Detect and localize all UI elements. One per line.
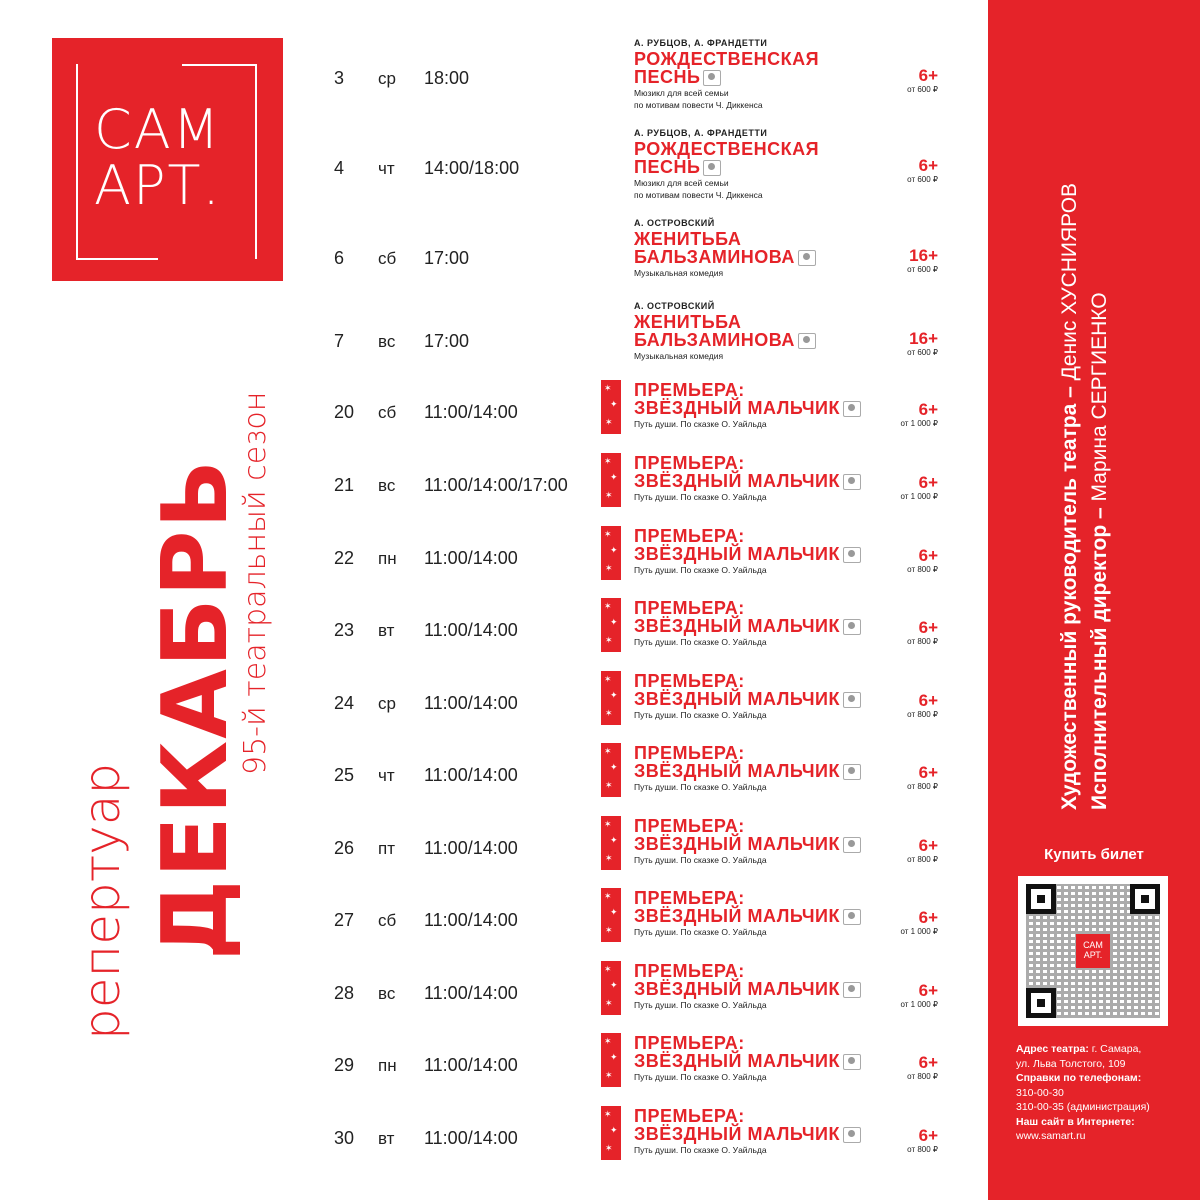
premiere-badge-icon: ✶ ✦ ✶ [601, 1106, 621, 1160]
event-title-line1: ПРЕМЬЕРА: [634, 1033, 745, 1053]
event-age-price [890, 330, 938, 357]
site-label: Наш сайт в Интернете: [1016, 1115, 1135, 1128]
event-subtitle-line1: Путь души. По сказке О. Уайльда [634, 1072, 767, 1083]
price: от 800 ₽ [907, 710, 938, 719]
price: от 800 ₽ [907, 1145, 938, 1154]
event-day: 27 [334, 910, 355, 930]
event-title-line2: БАЛЬЗАМИНОВА [634, 331, 884, 349]
address-label: Адрес театра: [1016, 1043, 1089, 1055]
event-time: 11:00/14:00 [424, 910, 518, 930]
event-day: 4 [334, 158, 345, 178]
event-day: 24 [334, 693, 355, 713]
event-time: 17:00 [424, 331, 470, 351]
event-title-line1: ПРЕМЬЕРА: [634, 380, 745, 400]
art-director-line [1058, 183, 1082, 810]
event-time: 11:00/14:00 [424, 983, 518, 1003]
event-subtitle-line1: Путь души. По сказке О. Уайльда [634, 1000, 767, 1011]
event-age-price [890, 474, 938, 501]
premiere-badge-icon: ✶ ✦ ✶ [601, 598, 621, 652]
event-weekday: сб [378, 911, 397, 930]
event-title-line2: ПЕСНЬ [634, 68, 884, 86]
age-rating: 6+ [918, 156, 938, 175]
age-rating: 6+ [918, 1053, 938, 1072]
event-author: А. РУБЦОВ, А. ФРАНДЕТТИ [634, 128, 768, 138]
event-day: 26 [334, 838, 355, 858]
price: от 600 ₽ [907, 265, 938, 274]
event-time: 11:00/14:00/17:00 [424, 475, 568, 495]
event-title-line1: ЖЕНИТЬБА [634, 312, 742, 332]
event-age-price [890, 547, 938, 574]
art-director-label: Художественный руководитель театра – [1058, 386, 1081, 810]
event-day: 29 [334, 1055, 355, 1075]
premiere-badge-icon: ✶ ✦ ✶ [601, 671, 621, 725]
event-subtitle-line1: Путь души. По сказке О. Уайльда [634, 565, 767, 576]
event-age-price [890, 401, 938, 428]
buy-ticket-label: Купить билет [1044, 846, 1144, 863]
event-subtitle-line1: Путь души. По сказке О. Уайльда [634, 492, 767, 503]
event-weekday: чт [378, 766, 395, 785]
event-age-price [890, 692, 938, 719]
age-rating: 6+ [918, 908, 938, 927]
event-day: 20 [334, 402, 355, 422]
event-age-price [890, 157, 938, 184]
event-time: 11:00/14:00 [424, 402, 518, 422]
event-weekday: сб [378, 249, 397, 268]
pushkin-card-icon [703, 160, 721, 176]
contacts [1016, 1042, 1186, 1144]
event-day: 25 [334, 765, 355, 785]
pushkin-card-icon [843, 474, 861, 490]
pushkin-card-icon [843, 982, 861, 998]
price: от 1 000 ₽ [900, 419, 938, 428]
event-time: 14:00/18:00 [424, 158, 520, 178]
event-title-line1: РОЖДЕСТВЕНСКАЯ [634, 139, 820, 159]
event-info[interactable] [634, 817, 884, 865]
theatre-logo [52, 38, 283, 281]
pushkin-card-icon [798, 250, 816, 266]
event-title-line2: ЗВЁЗДНЫЙ МАЛЬЧИК [634, 1052, 884, 1070]
event-weekday: пн [378, 549, 397, 568]
event-info[interactable] [634, 128, 884, 200]
event-time: 18:00 [424, 68, 470, 88]
price: от 1 000 ₽ [900, 927, 938, 936]
event-title-line2: ЗВЁЗДНЫЙ МАЛЬЧИК [634, 762, 884, 780]
event-subtitle-line2: по мотивам повести Ч. Диккенса [634, 100, 763, 111]
event-title-line1: ПРЕМЬЕРА: [634, 1106, 745, 1126]
event-age-price [890, 982, 938, 1009]
event-info[interactable] [634, 1034, 884, 1082]
logo-line1: САМ [94, 98, 222, 161]
event-subtitle-line1: Музыкальная комедия [634, 351, 724, 362]
age-rating: 6+ [918, 836, 938, 855]
event-author: А. ОСТРОВСКИЙ [634, 218, 715, 228]
event-weekday: вт [378, 621, 395, 640]
event-subtitle-line2: по мотивам повести Ч. Диккенса [634, 190, 763, 201]
age-rating: 16+ [909, 329, 938, 348]
event-info[interactable] [634, 218, 884, 278]
buy-ticket-qr-code[interactable] [1018, 876, 1168, 1026]
exec-director-label: Исполнительный директор – [1088, 507, 1111, 810]
address-line1: г. Самара, [1091, 1043, 1142, 1055]
premiere-badge-icon: ✶ ✦ ✶ [601, 453, 621, 507]
price: от 800 ₽ [907, 637, 938, 646]
event-weekday: чт [378, 159, 395, 178]
pushkin-card-icon [843, 619, 861, 635]
age-rating: 6+ [918, 618, 938, 637]
event-weekday: вс [378, 476, 396, 495]
event-info[interactable] [634, 527, 884, 575]
age-rating: 6+ [918, 763, 938, 782]
event-weekday: ср [378, 69, 396, 88]
event-age-price [890, 67, 938, 94]
premiere-badge-icon: ✶ ✦ ✶ [601, 961, 621, 1015]
event-weekday: ср [378, 694, 396, 713]
event-info[interactable] [634, 672, 884, 720]
event-time: 11:00/14:00 [424, 765, 518, 785]
age-rating: 6+ [918, 1126, 938, 1145]
event-info[interactable] [634, 1107, 884, 1155]
phone-1: 310-00-30 [1016, 1086, 1064, 1099]
premiere-badge-icon: ✶ ✦ ✶ [601, 380, 621, 434]
event-subtitle-line1: Путь души. По сказке О. Уайльда [634, 710, 767, 721]
event-title-line2: ЗВЁЗДНЫЙ МАЛЬЧИК [634, 472, 884, 490]
pushkin-card-icon [843, 1054, 861, 1070]
event-age-price [890, 909, 938, 936]
price: от 1 000 ₽ [900, 1000, 938, 1009]
premiere-badge-icon: ✶ ✦ ✶ [601, 1033, 621, 1087]
event-day: 3 [334, 68, 345, 88]
pushkin-card-icon [798, 333, 816, 349]
pushkin-card-icon [843, 692, 861, 708]
event-title-line2: БАЛЬЗАМИНОВА [634, 248, 884, 266]
event-title-line2: ЗВЁЗДНЫЙ МАЛЬЧИК [634, 835, 884, 853]
event-age-price [890, 1127, 938, 1154]
event-title-line1: ПРЕМЬЕРА: [634, 888, 745, 908]
price: от 800 ₽ [907, 855, 938, 864]
event-time: 11:00/14:00 [424, 620, 518, 640]
address-line2: ул. Льва Толстого, 109 [1016, 1057, 1126, 1070]
price: от 1 000 ₽ [900, 492, 938, 501]
event-subtitle-line1: Путь души. По сказке О. Уайльда [634, 1145, 767, 1156]
pushkin-card-icon [843, 837, 861, 853]
event-title-line2: ЗВЁЗДНЫЙ МАЛЬЧИК [634, 690, 884, 708]
month-title: ДЕКАБРЬ [143, 457, 248, 960]
info-panel [988, 0, 1200, 1200]
event-subtitle-line1: Мюзикл для всей семьи [634, 88, 729, 99]
event-weekday: пн [378, 1056, 397, 1075]
event-weekday: пт [378, 839, 395, 858]
pushkin-card-icon [843, 764, 861, 780]
event-title-line2: ПЕСНЬ [634, 158, 884, 176]
repertoire-label: репертуар [73, 762, 131, 1040]
event-title-line2: ЗВЁЗДНЫЙ МАЛЬЧИК [634, 907, 884, 925]
event-time: 11:00/14:00 [424, 1128, 518, 1148]
event-subtitle-line1: Путь души. По сказке О. Уайльда [634, 782, 767, 793]
event-age-price [890, 764, 938, 791]
phone-2: 310-00-35 (администрация) [1016, 1101, 1150, 1113]
event-title-line1: ПРЕМЬЕРА: [634, 453, 745, 473]
event-day: 30 [334, 1128, 355, 1148]
pushkin-card-icon [843, 909, 861, 925]
event-author: А. ОСТРОВСКИЙ [634, 301, 715, 311]
event-info[interactable] [634, 301, 884, 361]
age-rating: 6+ [918, 691, 938, 710]
price: от 800 ₽ [907, 782, 938, 791]
premiere-badge-icon: ✶ ✦ ✶ [601, 526, 621, 580]
premiere-badge-icon: ✶ ✦ ✶ [601, 888, 621, 942]
event-time: 11:00/14:00 [424, 548, 518, 568]
art-director-name: Денис ХУСНИЯРОВ [1058, 182, 1081, 381]
event-age-price [890, 619, 938, 646]
age-rating: 6+ [918, 981, 938, 1000]
event-age-price [890, 247, 938, 274]
age-rating: 16+ [909, 246, 938, 265]
site-link[interactable]: www.samart.ru [1016, 1130, 1086, 1142]
event-info[interactable] [634, 962, 884, 1010]
event-time: 17:00 [424, 248, 470, 268]
qr-logo: САМ АРТ. [1076, 934, 1110, 968]
event-info[interactable] [634, 889, 884, 937]
event-day: 6 [334, 248, 345, 268]
pushkin-card-icon [703, 70, 721, 86]
event-subtitle-line1: Путь души. По сказке О. Уайльда [634, 637, 767, 648]
event-title-line1: РОЖДЕСТВЕНСКАЯ [634, 49, 820, 69]
pushkin-card-icon [843, 401, 861, 417]
event-info[interactable] [634, 38, 884, 110]
event-time: 11:00/14:00 [424, 1055, 518, 1075]
event-title-line2: ЗВЁЗДНЫЙ МАЛЬЧИК [634, 980, 884, 998]
event-time: 11:00/14:00 [424, 838, 518, 858]
logo-line2: АРТ. [94, 154, 222, 217]
phones-label: Справки по телефонам: [1016, 1072, 1142, 1084]
event-subtitle-line1: Путь души. По сказке О. Уайльда [634, 419, 767, 430]
event-day: 23 [334, 620, 355, 640]
event-title-line1: ПРЕМЬЕРА: [634, 961, 745, 981]
event-subtitle-line1: Мюзикл для всей семьи [634, 178, 729, 189]
event-info[interactable] [634, 599, 884, 647]
pushkin-card-icon [843, 547, 861, 563]
event-title-line1: ПРЕМЬЕРА: [634, 598, 745, 618]
event-author: А. РУБЦОВ, А. ФРАНДЕТТИ [634, 38, 768, 48]
event-info[interactable] [634, 454, 884, 502]
event-weekday: вт [378, 1129, 395, 1148]
event-title-line2: ЗВЁЗДНЫЙ МАЛЬЧИК [634, 1125, 884, 1143]
price: от 800 ₽ [907, 1072, 938, 1081]
event-title-line2: ЗВЁЗДНЫЙ МАЛЬЧИК [634, 617, 884, 635]
event-time: 11:00/14:00 [424, 693, 518, 713]
event-subtitle-line1: Музыкальная комедия [634, 268, 724, 279]
event-title-line2: ЗВЁЗДНЫЙ МАЛЬЧИК [634, 399, 884, 417]
pushkin-card-icon [843, 1127, 861, 1143]
price: от 600 ₽ [907, 85, 938, 94]
event-title-line2: ЗВЁЗДНЫЙ МАЛЬЧИК [634, 545, 884, 563]
event-title-line1: ПРЕМЬЕРА: [634, 743, 745, 763]
event-title-line1: ПРЕМЬЕРА: [634, 526, 745, 546]
event-day: 7 [334, 331, 345, 351]
age-rating: 6+ [918, 400, 938, 419]
event-title-line1: ПРЕМЬЕРА: [634, 816, 745, 836]
event-info[interactable] [634, 744, 884, 792]
price: от 600 ₽ [907, 348, 938, 357]
age-rating: 6+ [918, 66, 938, 85]
event-title-line1: ПРЕМЬЕРА: [634, 671, 745, 691]
event-day: 21 [334, 475, 355, 495]
age-rating: 6+ [918, 546, 938, 565]
event-title-line1: ЖЕНИТЬБА [634, 229, 742, 249]
premiere-badge-icon: ✶ ✦ ✶ [601, 743, 621, 797]
exec-director-name: Марина СЕРГИЕНКО [1088, 292, 1111, 502]
age-rating: 6+ [918, 473, 938, 492]
price: от 600 ₽ [907, 175, 938, 184]
event-info[interactable] [634, 381, 884, 429]
event-weekday: вс [378, 984, 396, 1003]
event-subtitle-line1: Путь души. По сказке О. Уайльда [634, 927, 767, 938]
exec-director-line [1088, 292, 1112, 810]
premiere-badge-icon: ✶ ✦ ✶ [601, 816, 621, 870]
price: от 800 ₽ [907, 565, 938, 574]
event-day: 22 [334, 548, 355, 568]
event-subtitle-line1: Путь души. По сказке О. Уайльда [634, 855, 767, 866]
season-label: 95-й театральный сезон [238, 391, 273, 775]
event-age-price [890, 837, 938, 864]
event-weekday: вс [378, 332, 396, 351]
event-weekday: сб [378, 403, 397, 422]
event-day: 28 [334, 983, 355, 1003]
event-age-price [890, 1054, 938, 1081]
